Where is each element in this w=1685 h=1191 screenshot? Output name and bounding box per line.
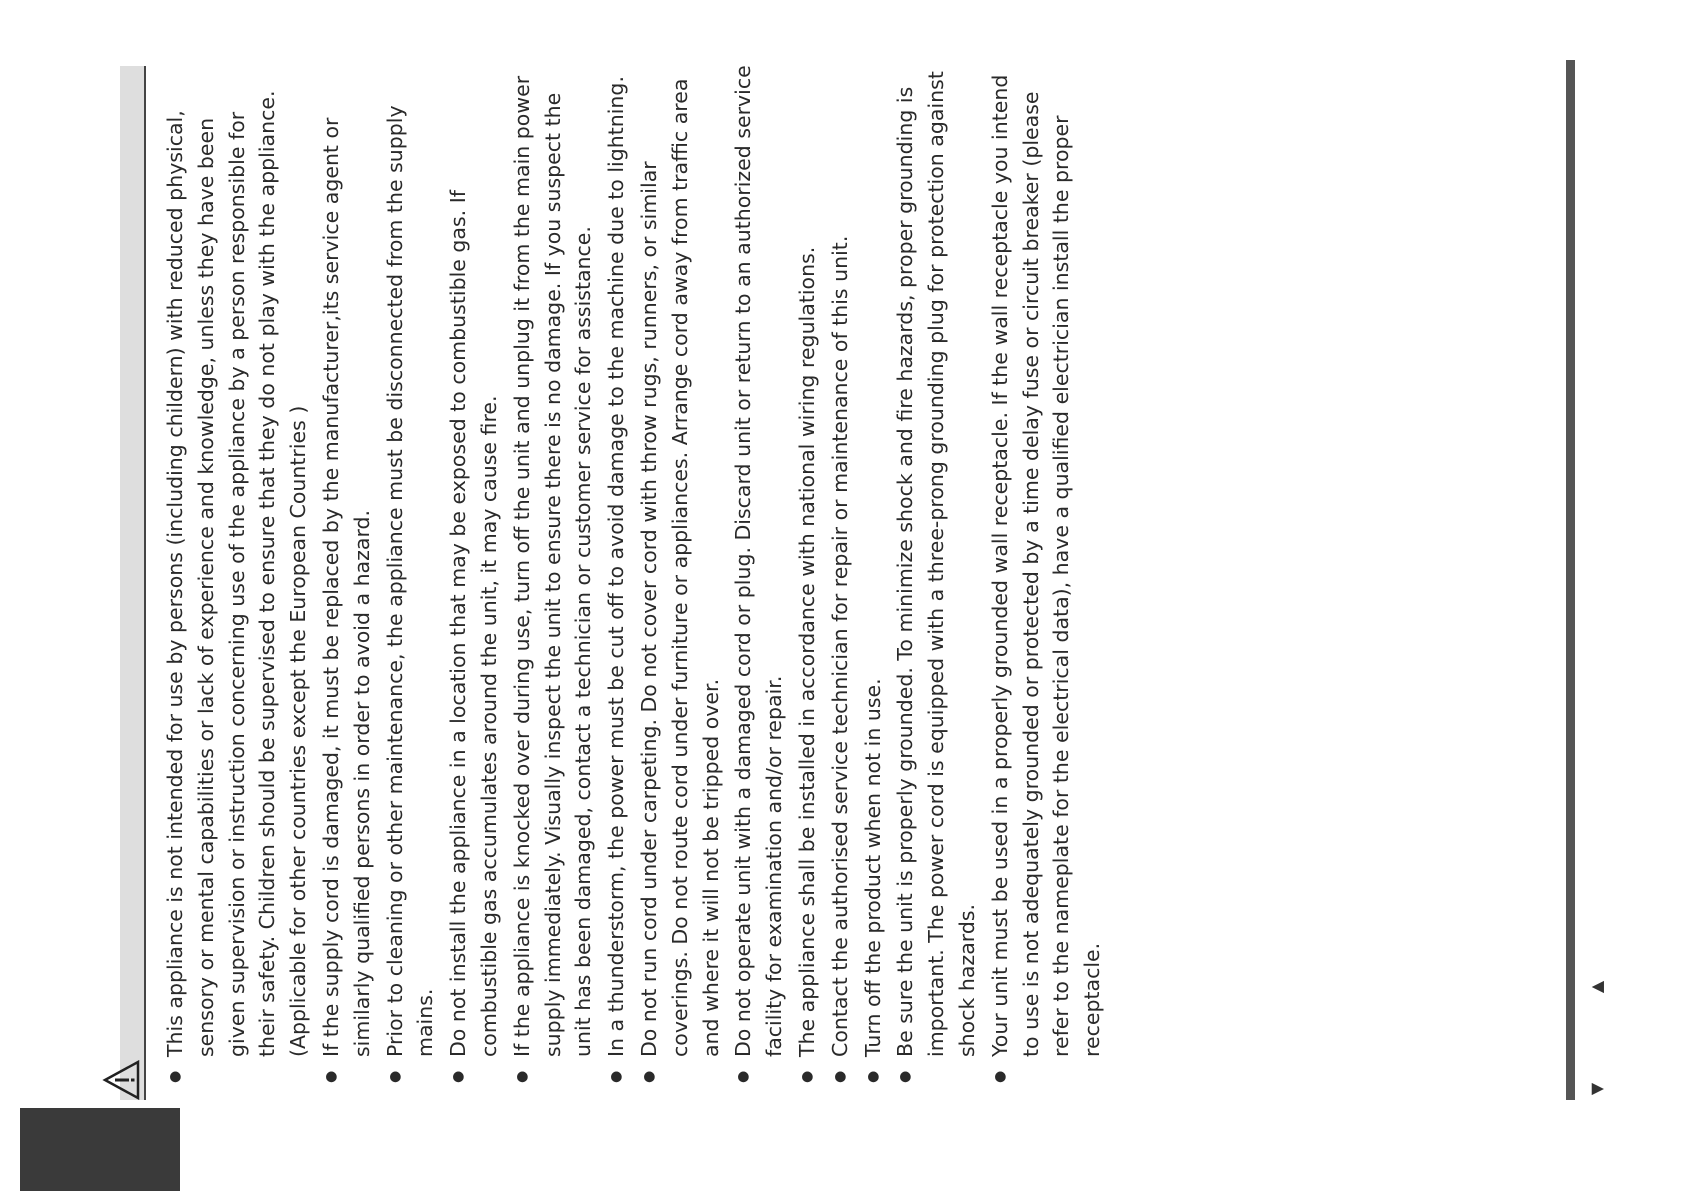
- warning-item: ● Do not operate unit with a damaged cord or plug. Discard unit or return to an authorized service facility for examination and/or repair.: [728, 65, 790, 1085]
- warning-item: ● This appliance is not intended for use by persons (including childern) with reduced physical, sensory or mental capabilities or lack of experience and knowledge, unless they have been given supervision or instruction concerning use of the appliance by a person responsible for their safety. Children should be supervised to ensure that they do not play with the appliance. (Applicable for other countries except the European Countries ): [160, 65, 314, 1085]
- warning-content: [160, 65, 1105, 1085]
- warning-item: ● Turn off the product when not in use.: [858, 65, 889, 1085]
- warning-item: ● If the supply cord is damaged, it must be replaced by the manufacturer,its service agent or similarly qualified persons in order to avoid a hazard.: [316, 65, 378, 1085]
- warning-item: ● If the appliance is knocked over during use, turn off the unit and unplug it from the main power supply immediately. Visually inspect the unit to ensure there is no damage. If you suspect the unit has been damaged, contact a technician or customer service for assistance.: [507, 65, 599, 1085]
- warning-item: ● Your unit must be used in a properly grounded wall receptacle. If the wall receptacle you intend to use is not adequately grounded or protected by a time delay fuse or circuit breaker (please refer to the nameplate for the electrical data), have a qualified electrician install the proper receptacle.: [985, 65, 1108, 1085]
- scroll-down-icon[interactable]: ▼: [1587, 1082, 1606, 1096]
- warning-item: ● Do not run cord under carpeting. Do not cover cord with throw rugs, runners, or similar coverings. Do not route cord under furniture or appliances. Arrange cord away from traffic area and where it will not be tripped over.: [634, 65, 726, 1085]
- warning-item: ● Do not install the appliance in a location that may be exposed to combustible gas. If combustible gas accumulates around the unit, it may cause fire.: [443, 65, 505, 1085]
- warning-item: ● Contact the authorised service technician for repair or maintenance of this unit.: [825, 65, 856, 1085]
- warning-item: ● In a thunderstorm, the power must be cut off to avoid damage to the machine due to lightning.: [601, 65, 632, 1085]
- warning-header-band: [120, 66, 146, 1100]
- scroll-up-icon[interactable]: ▲: [1587, 980, 1606, 994]
- warning-triangle-icon: [102, 1060, 142, 1100]
- warning-item: ● Prior to cleaning or other maintenance, the appliance must be disconnected from the supply mains.: [380, 65, 442, 1085]
- scroll-track[interactable]: [1566, 60, 1575, 1100]
- warning-list: [160, 65, 1108, 1085]
- warning-item: ● The appliance shall be installed in accordance with national wiring regulations.: [792, 65, 823, 1085]
- warning-item: ● Be sure the unit is properly grounded. To minimize shock and fire hazards, proper grounding is important. The power cord is equipped with a three-prong grounding plug for protection against shock hazards.: [890, 65, 982, 1085]
- page-tab: [20, 1108, 180, 1191]
